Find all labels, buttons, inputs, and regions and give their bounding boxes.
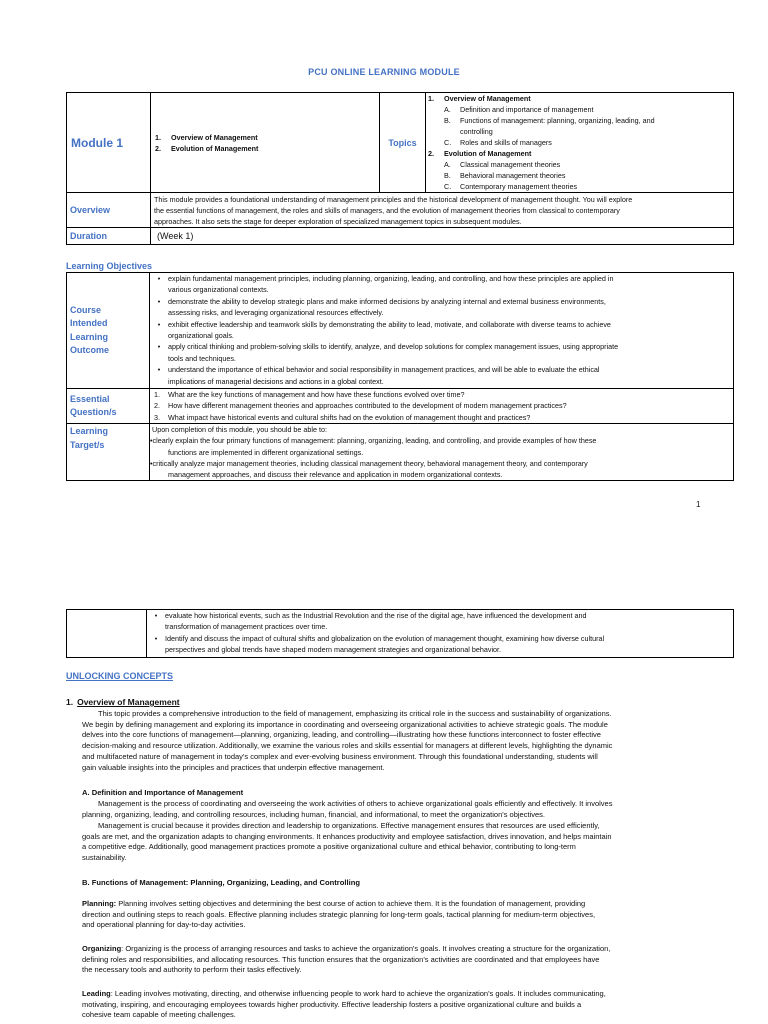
document-title: PCU ONLINE LEARNING MODULE xyxy=(308,67,460,77)
leading-paragraph xyxy=(82,989,742,1021)
topic-sub-letter: C. xyxy=(444,182,452,191)
cilo-label-line: Intended xyxy=(70,318,108,328)
lt-item: perspectives and global trends have shaped modern management strategies and organizational behavior. xyxy=(165,645,502,655)
paragraph-line: Planning involves setting objectives and determining the best course of action to achieve them. It is the foundation of management, providing xyxy=(116,899,586,908)
section-number: 1. xyxy=(66,697,74,707)
paragraph-line: We begin by defining management and exploring its importance in coordinating and overseeing organizational activities to achieve strategic goals. The module xyxy=(82,719,608,729)
topic-sub-item: Roles and skills of managers xyxy=(460,138,552,147)
topic-sub-item: Behavioral management theories xyxy=(460,171,566,180)
cilo-item: apply critical thinking and problem-solving skills to identify, analyze, and develop solutions for complex management issues, using appropriate xyxy=(168,342,619,352)
module-label: Module 1 xyxy=(67,93,151,193)
organizing-label: Organizing xyxy=(82,944,122,953)
paragraph-line: : Organizing is the process of arranging resources and tasks to achieve the organization's goals. It involves creating a structure for the organization, xyxy=(121,944,611,953)
planning-label: Planning: xyxy=(82,899,117,908)
cilo-list: • explain fundamental management principles, including planning, organizing, leading, and controlling, and how these principles are applied in various organizational contexts. • demonstrate the ability to develop strategic plans and make informed decisions by analyzing internal and external business environments, assessing risks, and leveraging organizational resources effectively. • exhibit effective leadership and teamwork skills by demonstrating the ability to lead, motivate, and collaborate with diverse teams to achieve organizational goals. • apply critical thinking and problem-solving skills to identify, analyze, and develop solutions for complex management issues, using appropriate tools and techniques. • understand the importance of ethical behavior and social responsibility in management practices, and will be able to evaluate the ethical implications of managerial decisions and actions in a global context. xyxy=(150,273,734,389)
lt-label-line: Target/s xyxy=(70,439,105,450)
paragraph-line: gain valuable insights into the principles and practices that underpin effective management. xyxy=(82,762,385,772)
topic-title: Evolution of Management xyxy=(444,149,532,158)
duration-label: Duration xyxy=(67,228,151,245)
paragraph-line: Management is the process of coordinating and overseeing the work activities of others to achieve organizational goals efficiently and effectively. It involves xyxy=(98,799,613,808)
essential-questions-list xyxy=(150,389,734,424)
topic-sub-item: controlling xyxy=(460,127,493,136)
topic-num: 2. xyxy=(428,149,434,158)
eq-num: 3. xyxy=(154,412,160,422)
overview-label: Overview xyxy=(67,193,151,228)
eq-num: 2. xyxy=(154,401,160,411)
paragraph-line: decision-making and resource utilization. Additionally, we examine the various roles and skills essential for managers at different levels, highlighting the dynamic xyxy=(82,741,613,751)
subsection-a-title: A. Definition and Importance of Management xyxy=(82,788,244,797)
paragraph-line: delves into the core functions of management—planning, organizing, leading, and controlling—illustrating how these functions interconnect to foster effective xyxy=(82,730,601,740)
lt-item: transformation of management practices over time. xyxy=(165,622,328,632)
paragraph-line: sustainability. xyxy=(82,853,127,863)
cilo-item: assessing risks, and leveraging organizational resources effectively. xyxy=(168,308,384,318)
main-list-item: Overview of Management xyxy=(171,132,258,142)
topic-sub-item: Definition and importance of management xyxy=(460,105,594,114)
cilo-label-line: Learning xyxy=(70,331,109,342)
unlocking-concepts-heading: UNLOCKING CONCEPTS xyxy=(66,671,174,681)
cilo-item: organizational goals. xyxy=(168,331,234,341)
topic-sub-letter: B. xyxy=(444,116,451,125)
subsection-b-title: B. Functions of Management: Planning, Organizing, Leading, and Controlling xyxy=(82,878,361,887)
section-intro-paragraph xyxy=(82,709,742,773)
paragraph-line: defining roles and responsibilities, and allocating resources. This function ensures that the organization's activities are coordinated and that employees have xyxy=(82,954,600,964)
lt-item: clearly explain the four primary functions of management: planning, organizing, leading, and controlling, and provide examples of how these xyxy=(152,436,597,446)
paragraph-line: goals are met, and the organization adapts to changing environments. It enhances productivity and employee satisfaction, drives innovation, and helps maintain xyxy=(82,831,612,841)
lt-intro: Upon completion of this module, you should be able to: xyxy=(152,425,328,434)
paragraph-line: a competitive edge. Additionally, good management practices promote a positive organizational culture and ethical behavior, contributing to long-term xyxy=(82,842,576,852)
topic-sub-letter: A. xyxy=(444,105,451,114)
lt-item: functions are implemented in different organizational settings. xyxy=(168,447,364,457)
lt-item: critically analyze major management theories, including classical management theory, behavioral management theory, and contemporary xyxy=(152,458,588,468)
learning-targets-label xyxy=(67,424,150,481)
paragraph-line: : Leading involves motivating, directing, and otherwise influencing people to work hard to achieve the organization's goals. It includes communicating, xyxy=(110,989,606,998)
cilo-label-line: Outcome xyxy=(70,345,110,355)
continued-targets-list: • evaluate how historical events, such as the Industrial Revolution and the rise of the digital age, have influenced the development and transformation of management practices over time. • Identify and discuss the impact of cultural shifts and globalization on the evolution of management thought, examining how diverse cultural perspectives and global trends have shaped modern management strategies and organizational behavior. xyxy=(147,610,734,658)
cilo-item: demonstrate the ability to develop strategic plans and make informed decisions by analyzing internal and external business environments, xyxy=(168,296,606,306)
overview-line: This module provides a foundational understanding of management principles and the historical development of management thought. You will explore xyxy=(154,194,633,204)
cilo-item: tools and techniques. xyxy=(168,353,236,363)
subsection-a-paragraph-1 xyxy=(82,799,742,820)
paragraph-line: planning, organizing, leading, and controlling resources, including human, financial, and informational, to meet the organization's objectives. xyxy=(82,809,545,819)
learning-targets-list: Upon completion of this module, you should be able to: • clearly explain the four primary functions of management: planning, organizing, leading, and controlling, and provide examples of how these functions are implemented in different organizational settings. • critically analyze major management theories, including classical management theory, behavioral management theory, and contemporary management approaches, and discuss their relevance and application in modern organizational contexts. xyxy=(150,424,734,481)
cilo-item: exhibit effective leadership and teamwork skills by demonstrating the ability to lead, motivate, and collaborate with diverse teams to achieve xyxy=(168,319,611,329)
subsection-a-paragraph-2 xyxy=(82,821,742,864)
continued-targets-table xyxy=(66,609,734,658)
section-title: Overview of Management xyxy=(77,697,180,707)
topic-sub-letter: B. xyxy=(444,171,451,180)
page-number: 1 xyxy=(696,500,701,509)
paragraph-line: the necessary tools and authority to perform their tasks effectively. xyxy=(82,965,302,975)
paragraph-line: and operational planning for day-to-day activities. xyxy=(82,920,246,930)
topic-sub-item: Classical management theories xyxy=(460,160,561,169)
duration-value: (Week 1) xyxy=(151,228,734,245)
main-list-item: Evolution of Management xyxy=(171,143,259,153)
paragraph-line: cohesive team capable of meeting challenges. xyxy=(82,1010,236,1020)
overview-line: approaches. It also sets the stage for deeper exploration of specialized management topics in subsequent modules. xyxy=(154,216,522,226)
cilo-label xyxy=(67,273,150,389)
paragraph-line: direction and outlining steps to reach goals. Effective planning includes strategic planning for long-term goals, tactical planning for medium-term objectives, xyxy=(82,909,596,919)
cilo-item: understand the importance of ethical behavior and social responsibility in management practices, and will be able to evaluate the ethical xyxy=(168,365,600,375)
module-table xyxy=(66,92,734,245)
cilo-item: implications of managerial decisions and actions in a global context. xyxy=(168,376,384,386)
module-main-list: 1. Overview of Management 2. Evolution of Management xyxy=(151,93,380,193)
lt-item: Identify and discuss the impact of cultural shifts and globalization on the evolution of management thought, examining how diverse cultural xyxy=(165,633,605,643)
leading-label: Leading xyxy=(82,989,111,998)
eq-label-line: Essential xyxy=(70,393,110,404)
lt-label-line: Learning xyxy=(70,426,109,436)
cilo-item: explain fundamental management principles, including planning, organizing, leading, and controlling, and how these principles are applied in xyxy=(168,274,614,283)
paragraph-line: and multifaceted nature of management in today's complex and ever-evolving business environment. Through this foundational understanding, students will xyxy=(82,751,598,761)
topic-sub-item: Contemporary management theories xyxy=(460,182,578,191)
eq-item: What impact have historical events and cultural shifts had on the evolution of management thought and practices? xyxy=(168,412,531,422)
topic-sub-letter: C. xyxy=(444,138,452,147)
topic-title: Overview of Management xyxy=(444,94,531,103)
continued-label-cell xyxy=(67,610,147,658)
learning-objectives-heading: Learning Objectives xyxy=(66,261,153,271)
eq-item: How have different management theories and approaches contributed to the development of modern management practices? xyxy=(168,401,567,411)
eq-label-line: Question/s xyxy=(70,407,117,417)
planning-paragraph xyxy=(82,899,742,931)
objectives-table xyxy=(66,272,734,481)
lt-item: management approaches, and discuss their relevance and application in modern organizational contexts. xyxy=(168,470,503,480)
organizing-paragraph xyxy=(82,944,742,976)
eq-item: What are the key functions of management and how have these functions evolved over time? xyxy=(168,390,465,399)
paragraph-line: Management is crucial because it provides direction and leadership to organizations. Effective management ensures that resources are used efficiently, xyxy=(98,821,600,830)
cilo-label-line: Course xyxy=(70,304,102,315)
lt-item: evaluate how historical events, such as the Industrial Revolution and the rise of the digital age, have influenced the development and xyxy=(165,611,587,620)
essential-questions-label xyxy=(67,389,150,424)
topics-label: Topics xyxy=(380,93,426,193)
topic-sub-item: Functions of management: planning, organizing, leading, and xyxy=(460,116,655,125)
cilo-item: various organizational contexts. xyxy=(168,285,269,295)
overview-text xyxy=(151,193,734,228)
paragraph-line: motivating, inspiring, and encouraging employees towards higher productivity. Effective leadership fosters a positive organizational culture and builds a xyxy=(82,999,582,1009)
topics-list: 1. Overview of Management A. Definition and importance of management B. Functions of management: planning, organizing, leading, and controlling C. Roles and skills of managers 2. Evolution of Management A. Classical management theories B. Behavioral management theories C. Contemporary management theories xyxy=(426,93,734,193)
section-overview-heading xyxy=(66,697,180,707)
topic-sub-letter: A. xyxy=(444,160,451,169)
paragraph-line: This topic provides a comprehensive introduction to the field of management, emphasizing its critical role in the success and sustainability of organizations. xyxy=(98,709,612,718)
eq-num: 1. xyxy=(154,390,160,399)
overview-line: the essential functions of management, the roles and skills of managers, and the evolution of management theories from classical to contemporary xyxy=(154,205,620,215)
